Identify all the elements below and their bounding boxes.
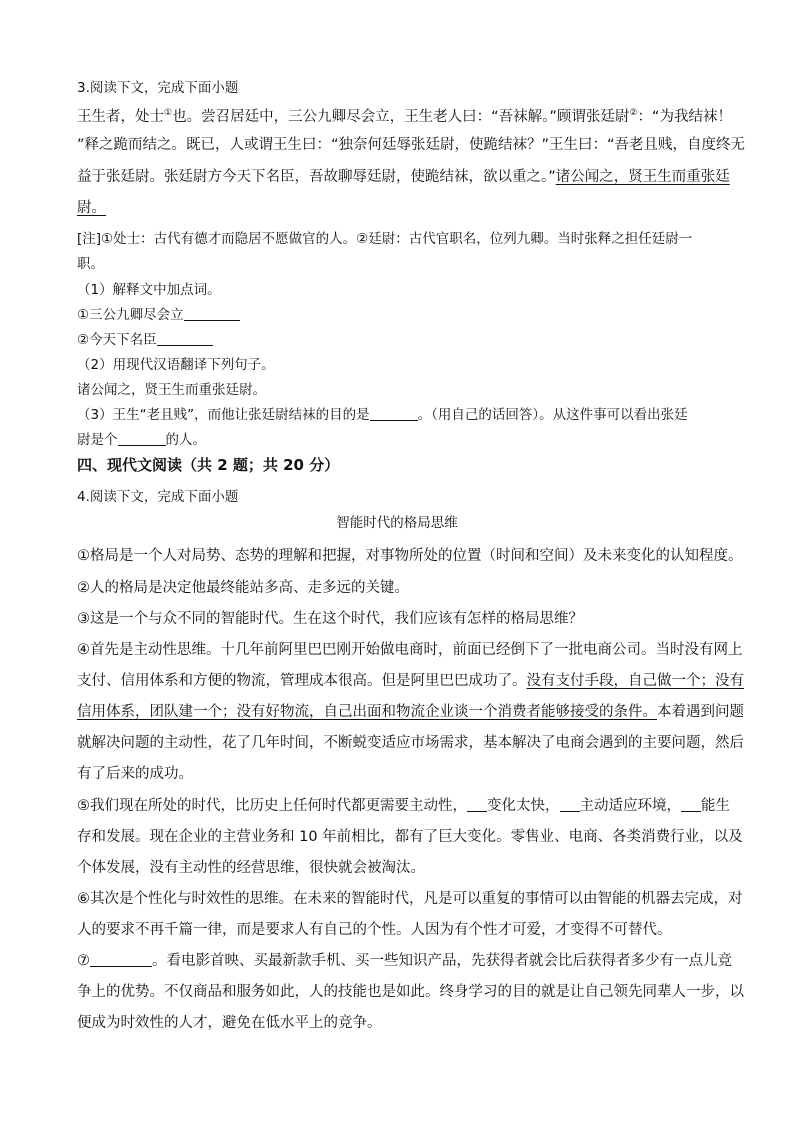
paragraph-6-line-1: ⑥其次是个性化与时效性的思维。在未来的智能时代，凡是可以重复的事情可以由智能的机器去完成，对 — [77, 891, 743, 907]
paragraph-text: 主动适应环境， — [579, 798, 681, 814]
paragraph-3: ③这是一个与众不同的智能时代。生在这个时代，我们应该有怎样的格局思维？ — [77, 611, 583, 627]
footnote-marker-1: ① — [164, 108, 173, 118]
paragraph-7-line-1 — [77, 951, 732, 971]
paragraph-5-line-3: 个体发展，没有主动性的经营思维，很快就会被淘汰。 — [77, 860, 425, 876]
q3-passage-line-1 — [77, 103, 732, 127]
paragraph-text: 。看电影首映、买最新款手机、买一些知识产品，先获得者就会比后获得者多少有一点儿竞 — [152, 953, 732, 969]
paragraph-4-line-5: 有了后来的成功。 — [77, 766, 193, 782]
paragraph-text: 支付、信用体系和方便的物流，管理成本很高。但是阿里巴巴成功了。 — [77, 673, 527, 689]
answer-blank[interactable] — [370, 406, 418, 421]
q3-underlined-sentence: 诸公闻之，贤王生而重张廷 — [555, 169, 730, 185]
q3-sub3-text: 尉是个 — [77, 432, 118, 448]
q3-passage-text: 也。尝召居廷中，三公九卿尽会立，王生老人曰：“吾袜解。”顾谓张廷尉 — [172, 108, 630, 125]
paragraph-text: 变化太快， — [487, 798, 560, 814]
q3-sub1-item-b-text: ②今天下名臣 — [77, 332, 157, 348]
q3-sub3-line-1 — [77, 405, 688, 425]
q3-sub3-text: 。（用自己的话回答）。从这件事可以看出张廷 — [417, 407, 688, 423]
q3-sub1-prompt: （1）解释文中加点词。 — [77, 282, 221, 298]
paragraph-text: ⑤我们现在所处的时代，比历史上任何时代都更需要主动性， — [77, 798, 467, 814]
q3-note-line-2: 职。 — [77, 256, 104, 272]
answer-blank[interactable] — [118, 431, 166, 446]
q3-sub2-prompt: （2）用现代汉语翻译下列句子。 — [77, 357, 275, 373]
q3-passage-line-3 — [77, 167, 730, 187]
paragraph-4-line-1: ④首先是主动性思维。十几年前阿里巴巴刚开始做电商时，前面已经倒下了一批电商公司。当时没有网上 — [77, 642, 743, 658]
q3-passage-line-2: ”释之跪而结之。既已，人或谓王生曰：“独奈何廷辱张廷尉，使跪结袜？”王生曰：“吾老且贱，自度终无 — [77, 137, 746, 153]
underlined-sentence: 信用体系，团队建一个；没有好物流，自己出面和物流企业谈一个消费者能够接受的条件。 — [77, 704, 657, 720]
q4-header: 4.阅读下文，完成下面小题 — [77, 489, 239, 505]
q3-sub3-line-2 — [77, 430, 206, 450]
paragraph-7-line-3: 便成为时效性的人才，避免在低水平上的竞争。 — [77, 1015, 382, 1031]
article-title: 智能时代的格局思维 — [336, 515, 458, 531]
paragraph-text: 能生 — [701, 798, 730, 814]
q3-sub1-item-b — [77, 330, 213, 350]
paragraph-2: ②人的格局是决定他最终能站多高、走多远的关键。 — [77, 580, 409, 596]
paragraph-7-line-2: 争上的优势。不仅商品和服务如此，人的技能也是如此。终身学习的目的就是让自己领先同辈人一步，以 — [77, 984, 744, 1000]
answer-blank[interactable] — [560, 797, 580, 812]
q3-passage-text: ：“为我结袜！ — [637, 108, 732, 125]
answer-blank[interactable] — [184, 306, 240, 321]
q3-sub3-text: （3）王生“老且贱”，而他让张廷尉结袜的目的是 — [77, 407, 370, 423]
answer-blank[interactable] — [90, 952, 152, 967]
q3-header: 3.阅读下文，完成下面小题 — [77, 80, 239, 96]
q3-sub2-sentence: 诸公闻之，贤王生而重张廷尉。 — [77, 382, 266, 398]
paragraph-6-line-2: 人的要求不再千篇一律，而是要求人有自己的个性。人因为有个性才可爱，才变得不可替代。 — [77, 922, 672, 938]
q3-sub3-text: 的人。 — [165, 432, 206, 448]
paragraph-4-line-4: 就解决问题的主动性，花了几年时间，不断蜕变适应市场需求，基本解决了电商会遇到的主要问题，然后 — [77, 735, 744, 751]
paragraph-text: ⑦ — [77, 953, 90, 969]
answer-blank[interactable] — [467, 797, 487, 812]
q3-sub1-item-a — [77, 305, 240, 325]
paragraph-5-line-2: 存和发展。现在企业的主营业务和 10 年前相比，都有了巨大变化。零售业、电商、各类消费行业，以及 — [77, 829, 743, 845]
paragraph-text: 本着遇到问题 — [657, 704, 744, 720]
paragraph-4-line-2 — [77, 671, 744, 691]
paragraph-4-line-3 — [77, 702, 744, 722]
q3-passage-text: 王生者，处士 — [77, 108, 164, 125]
footnote-marker-2: ② — [629, 108, 638, 118]
q3-passage-text: 益于张廷尉。张廷尉方今天下名臣，吾故聊辱廷尉，使跪结袜，欲以重之。” — [77, 169, 556, 185]
q3-passage-line-4 — [77, 198, 106, 218]
answer-blank[interactable] — [681, 797, 701, 812]
paragraph-5-line-1 — [77, 796, 730, 816]
section-title: 四、现代文阅读（共 2 题；共 20 分） — [77, 456, 340, 474]
paragraph-1: ①格局是一个人对局势、态势的理解和把握，对事物所处的位置（时间和空间）及未来变化的认知程度。 — [77, 548, 743, 564]
underlined-sentence: 没有支付手段，自己做一个；没有 — [526, 673, 744, 689]
q3-sub1-item-a-text: ①三公九卿尽会立 — [77, 307, 184, 323]
answer-blank[interactable] — [157, 331, 213, 346]
q3-underlined-sentence-end: 尉。 — [77, 200, 106, 216]
q3-note-line-1: [注]①处士：古代有德才而隐居不愿做官的人。②廷尉：古代官职名，位列九卿。当时张释之担任廷尉一 — [77, 231, 693, 247]
